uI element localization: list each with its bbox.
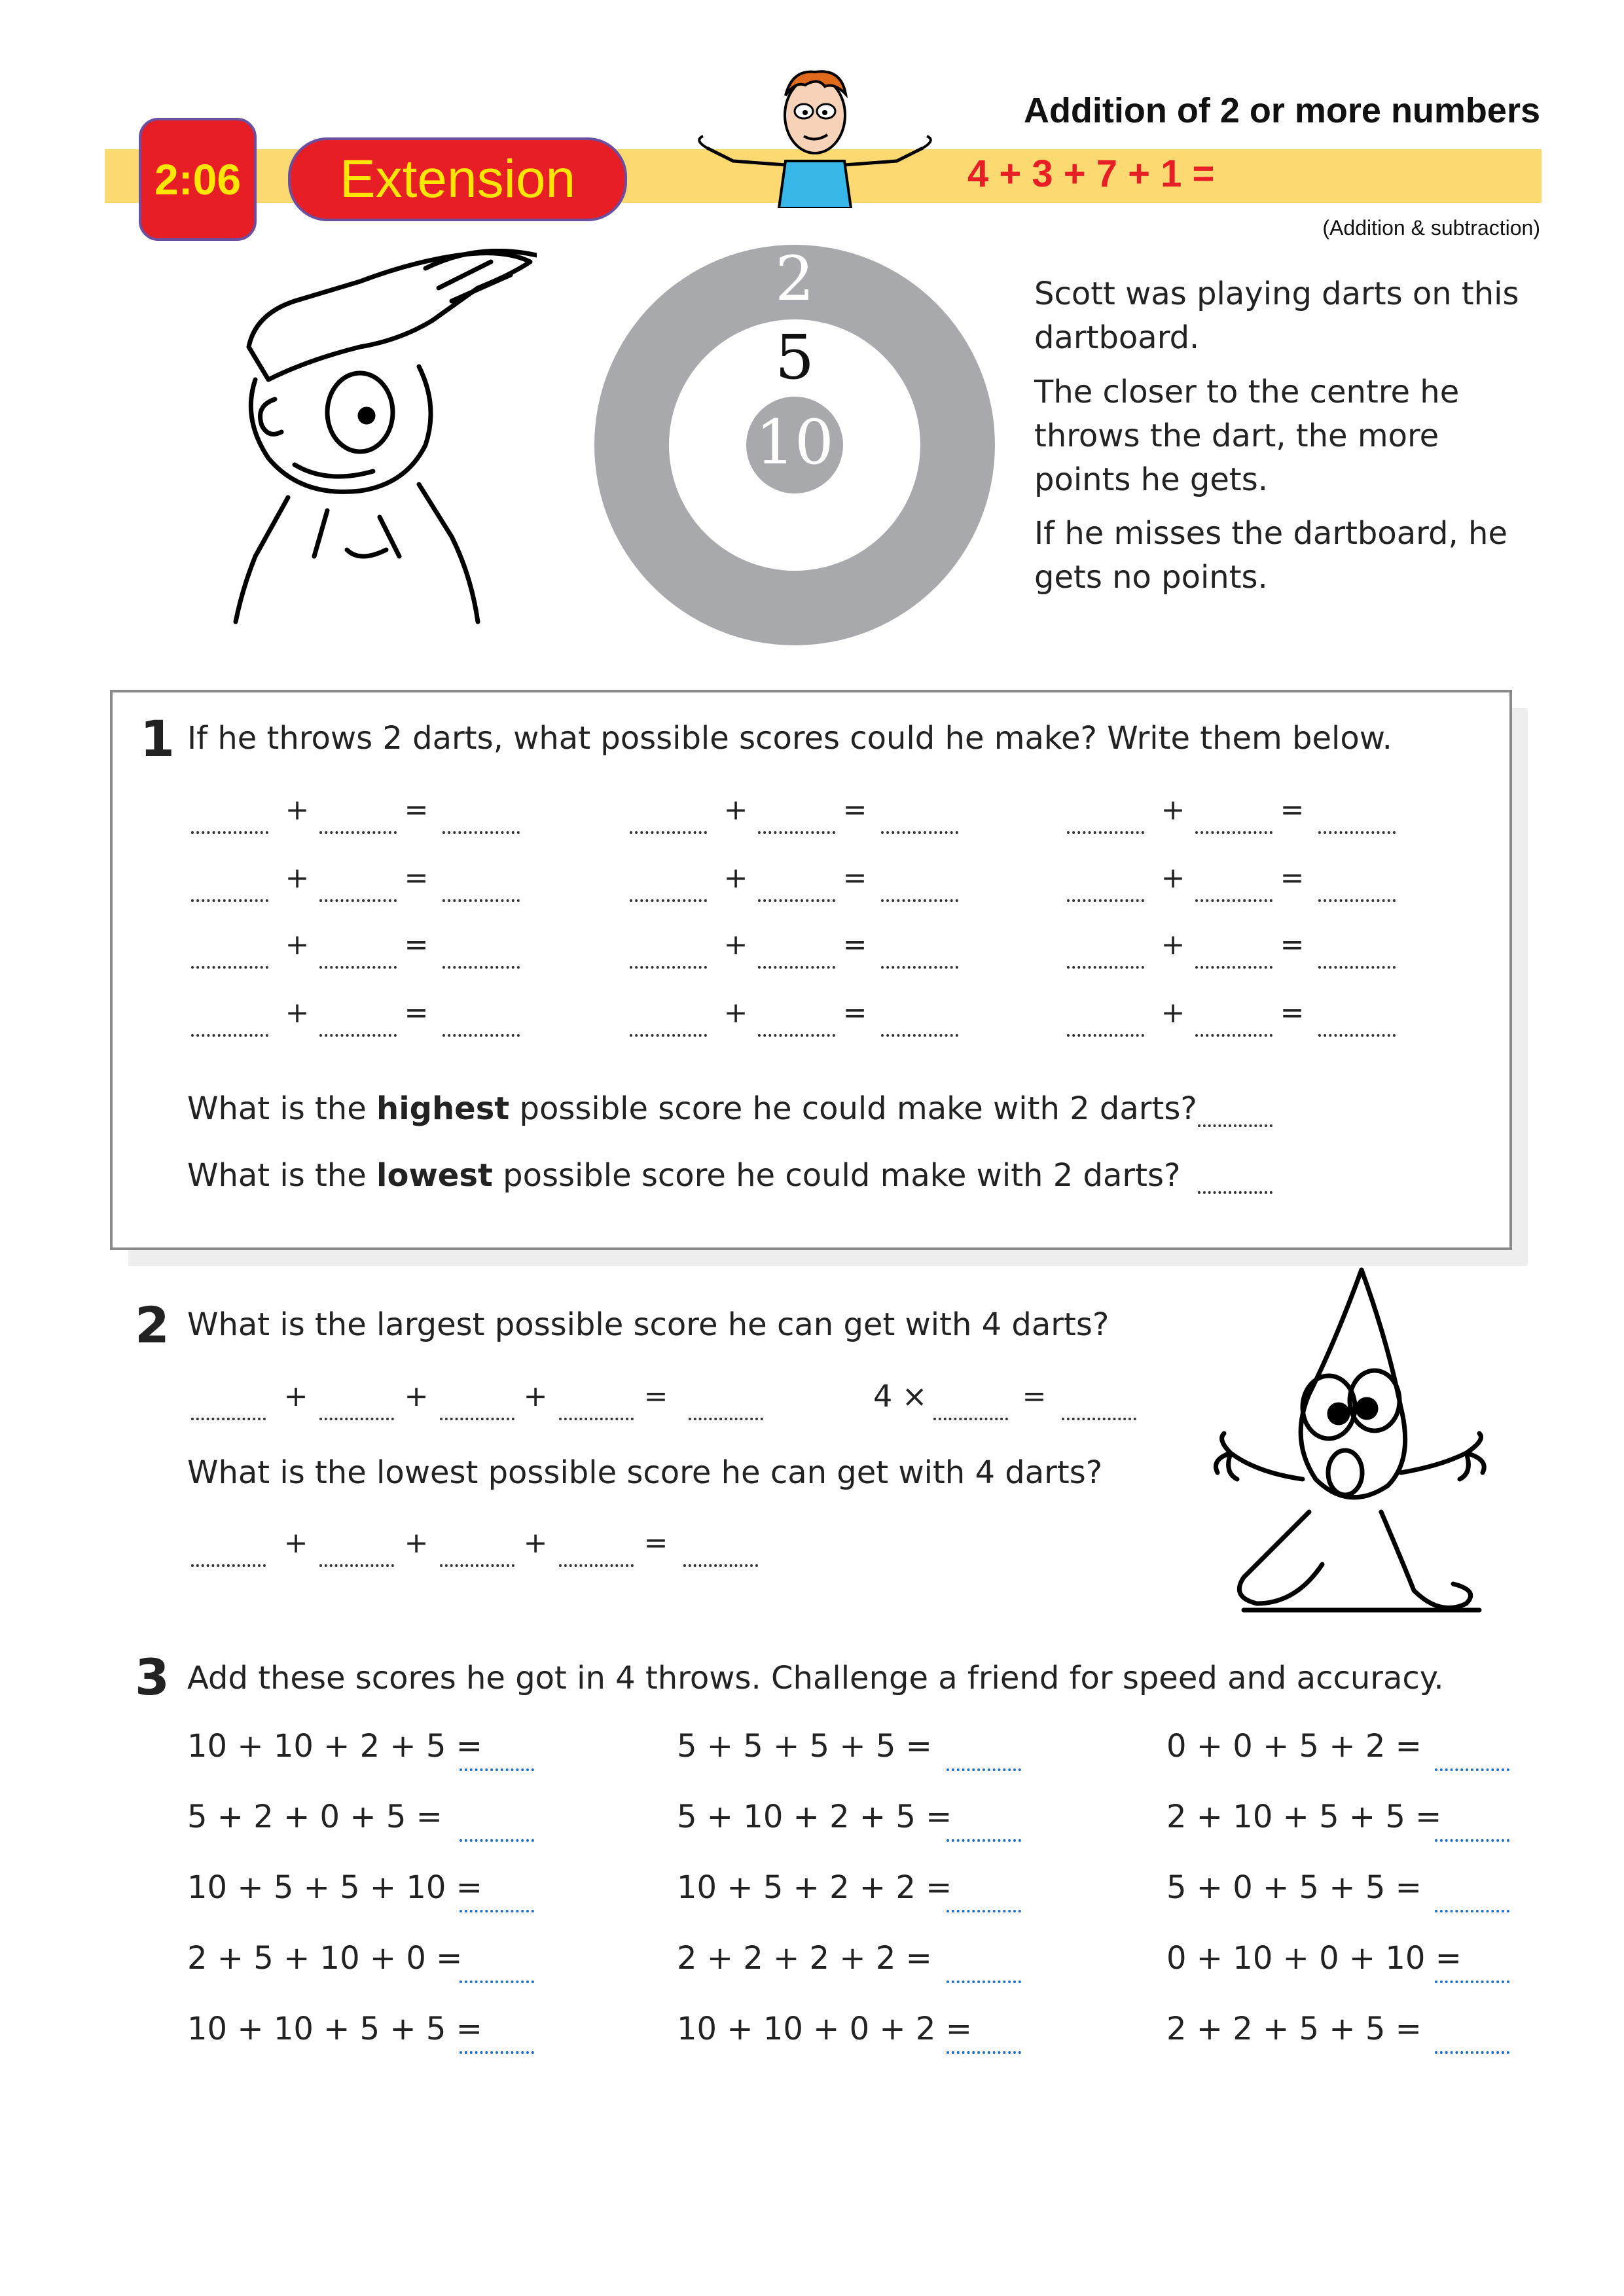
intro-paragraph-3: If he misses the dartboard, he gets no points. [1034, 515, 1507, 596]
q3-answer-field-r5-c2[interactable] [947, 2051, 1021, 2054]
intro-paragraph-2: The closer to the centre he throws the dart, the more points he gets. [1034, 374, 1460, 498]
question-1-lowest [187, 1157, 1180, 1194]
q1-row1-group1-plus-sign: + [285, 793, 310, 827]
q1-row4-group3-first-addend-field[interactable] [1067, 1034, 1144, 1037]
q1-row3-group2-first-addend-field[interactable] [630, 966, 707, 969]
q3-sum-r2-c2: 5 + 10 + 2 + 5 = [677, 1799, 952, 1835]
dartboard-inner-score: 10 [755, 407, 834, 478]
q1-row2-group3-sum-field[interactable] [1318, 899, 1396, 902]
q2-lowest-blank-2[interactable] [319, 1564, 394, 1567]
highest-after: possible score he could make with 2 darts? [509, 1090, 1197, 1127]
q2-times-label: 4 × [873, 1378, 928, 1414]
q1-row4-group2-equals-sign: = [842, 996, 867, 1030]
q3-answer-field-r2-c1[interactable] [460, 1839, 534, 1842]
q1-row3-group3-equals-sign: = [1280, 928, 1305, 961]
q3-answer-field-r3-c1[interactable] [460, 1910, 534, 1912]
q3-answer-field-r3-c2[interactable] [947, 1910, 1021, 1912]
q1-row2-group3-second-addend-field[interactable] [1195, 899, 1272, 902]
q1-row4-group1-first-addend-field[interactable] [191, 1034, 268, 1037]
q1-row3-group3-first-addend-field[interactable] [1067, 966, 1144, 969]
q3-sum-r3-c1: 10 + 5 + 5 + 10 = [187, 1869, 482, 1906]
q1-row3-group3-second-addend-field[interactable] [1195, 966, 1272, 969]
question-3-number: 3 [135, 1648, 170, 1706]
q3-answer-field-r2-c3[interactable] [1435, 1839, 1509, 1842]
q2-lowest-plus-2: + [404, 1526, 429, 1560]
q3-sum-r5-c2: 10 + 10 + 0 + 2 = [677, 2011, 972, 2047]
q2-times-equals: = [1022, 1380, 1047, 1413]
highest-before: What is the [187, 1090, 377, 1127]
question-2-prompt-largest: What is the largest possible score he can get with 4 darts? [187, 1306, 1110, 1343]
q2-times-total-field[interactable] [1062, 1418, 1136, 1420]
q1-row1-group1-sum-field[interactable] [442, 831, 520, 834]
q1-row2-group2-second-addend-field[interactable] [758, 899, 835, 902]
q3-answer-field-r4-c3[interactable] [1435, 1981, 1509, 1983]
q3-sum-r4-c2: 2 + 2 + 2 + 2 = [677, 1940, 932, 1977]
q2-largest-blank-1[interactable] [191, 1418, 266, 1420]
lowest-after: possible score he could make with 2 darts? [492, 1157, 1181, 1194]
q3-answer-field-r2-c2[interactable] [947, 1839, 1021, 1842]
question-1-number: 1 [140, 709, 175, 768]
q1-row2-group1-sum-field[interactable] [442, 899, 520, 902]
q1-row2-group3-equals-sign: = [1280, 861, 1305, 895]
q1-row1-group3-sum-field[interactable] [1318, 831, 1396, 834]
topic-example: 4 + 3 + 7 + 1 = [967, 152, 1215, 195]
q3-answer-field-r4-c1[interactable] [460, 1981, 534, 1983]
q1-row1-group3-equals-sign: = [1280, 793, 1305, 827]
question-3-prompt: Add these scores he got in 4 throws. Challenge a friend for speed and accuracy. [187, 1660, 1444, 1696]
q2-largest-plus-2: + [404, 1380, 429, 1413]
q1-row4-group1-second-addend-field[interactable] [319, 1034, 397, 1037]
surprised-creature-illustration [1204, 1263, 1492, 1630]
q1-row3-group2-equals-sign: = [842, 928, 867, 961]
dartboard-middle-score: 5 [775, 322, 814, 393]
q1-row1-group2-second-addend-field[interactable] [758, 831, 835, 834]
q3-sum-r5-c3: 2 + 2 + 5 + 5 = [1166, 2011, 1422, 2047]
q1-row2-group2-sum-field[interactable] [881, 899, 958, 902]
q2-largest-blank-2[interactable] [319, 1418, 394, 1420]
q1-row2-group1-equals-sign: = [404, 861, 429, 895]
q1-row4-group1-plus-sign: + [285, 996, 310, 1030]
q2-largest-plus-3: + [523, 1380, 548, 1413]
question-2-prompt-lowest: What is the lowest possible score he can get with 4 darts? [187, 1454, 1103, 1491]
question-1-highest [187, 1090, 1197, 1127]
boy-with-cap-illustration [229, 249, 537, 628]
q3-sum-r2-c1: 5 + 2 + 0 + 5 = [187, 1799, 442, 1835]
q1-row2-group2-equals-sign: = [842, 861, 867, 895]
q2-largest-blank-3[interactable] [440, 1418, 514, 1420]
q3-sum-r1-c2: 5 + 5 + 5 + 5 = [677, 1728, 932, 1765]
q1-row2-group1-second-addend-field[interactable] [319, 899, 397, 902]
q3-answer-field-r5-c1[interactable] [460, 2051, 534, 2054]
q2-lowest-blank-1[interactable] [191, 1564, 266, 1567]
q1-row1-group3-first-addend-field[interactable] [1067, 831, 1144, 834]
q2-times-blank[interactable] [933, 1418, 1008, 1420]
q1-row1-group1-first-addend-field[interactable] [191, 831, 268, 834]
q1-row4-group3-plus-sign: + [1161, 996, 1185, 1030]
q2-largest-blank-4[interactable] [559, 1418, 634, 1420]
q1-row4-group2-first-addend-field[interactable] [630, 1034, 707, 1037]
q1-row3-group2-plus-sign: + [723, 928, 748, 961]
q1-row3-group1-plus-sign: + [285, 928, 310, 961]
q1-row4-group1-equals-sign: = [404, 996, 429, 1030]
q1-row1-group2-first-addend-field[interactable] [630, 831, 707, 834]
q2-largest-equals: = [643, 1380, 668, 1413]
q3-answer-field-r1-c3[interactable] [1435, 1768, 1509, 1771]
q3-answer-field-r4-c2[interactable] [947, 1981, 1021, 1983]
question-2-number: 2 [135, 1296, 170, 1354]
q3-sum-r1-c3: 0 + 0 + 5 + 2 = [1166, 1728, 1422, 1765]
q3-sum-r3-c3: 5 + 0 + 5 + 5 = [1166, 1869, 1422, 1906]
question-1-prompt: If he throws 2 darts, what possible scores could he make? Write them below. [187, 720, 1392, 757]
q1-row4-group3-equals-sign: = [1280, 996, 1305, 1030]
q1-row2-group2-first-addend-field[interactable] [630, 899, 707, 902]
q1-row1-group2-sum-field[interactable] [881, 831, 958, 834]
lowest-before: What is the [187, 1157, 377, 1194]
q1-row1-group3-second-addend-field[interactable] [1195, 831, 1272, 834]
q3-answer-field-r1-c2[interactable] [947, 1768, 1021, 1771]
q3-sum-r2-c3: 2 + 10 + 5 + 5 = [1166, 1799, 1442, 1835]
q2-lowest-total-field[interactable] [683, 1564, 758, 1567]
q1-row3-group3-sum-field[interactable] [1318, 966, 1396, 969]
q2-lowest-blank-3[interactable] [440, 1564, 514, 1567]
q1-row1-group2-plus-sign: + [723, 793, 748, 827]
q2-largest-plus-1: + [283, 1380, 308, 1413]
q2-lowest-equals: = [643, 1526, 668, 1560]
q1-row1-group2-equals-sign: = [842, 793, 867, 827]
q3-sum-r3-c2: 10 + 5 + 2 + 2 = [677, 1869, 952, 1906]
q1-row3-group1-sum-field[interactable] [442, 966, 520, 969]
q1-row4-group2-sum-field[interactable] [881, 1034, 958, 1037]
q2-lowest-plus-3: + [523, 1526, 548, 1560]
section-code-badge [139, 118, 257, 241]
question-1-highest-answer-field[interactable] [1198, 1124, 1272, 1127]
q1-row4-group2-plus-sign: + [723, 996, 748, 1030]
q3-answer-field-r5-c3[interactable] [1435, 2051, 1509, 2054]
q1-row3-group2-sum-field[interactable] [881, 966, 958, 969]
q2-largest-total-field[interactable] [689, 1418, 763, 1420]
q1-row3-group1-second-addend-field[interactable] [319, 966, 397, 969]
q1-row3-group1-first-addend-field[interactable] [191, 966, 268, 969]
q3-answer-field-r3-c3[interactable] [1435, 1910, 1509, 1912]
highest-word: highest [376, 1090, 510, 1127]
q1-row4-group3-second-addend-field[interactable] [1195, 1034, 1272, 1037]
q1-row4-group3-sum-field[interactable] [1318, 1034, 1396, 1037]
q1-row1-group1-second-addend-field[interactable] [319, 831, 397, 834]
q3-sum-r1-c1: 10 + 10 + 2 + 5 = [187, 1728, 482, 1765]
q1-row3-group3-plus-sign: + [1161, 928, 1185, 961]
q3-answer-field-r1-c1[interactable] [460, 1768, 534, 1771]
shrugging-boy-illustration [694, 63, 936, 208]
section-code: 2:06 [154, 155, 242, 204]
q1-row4-group2-second-addend-field[interactable] [758, 1034, 835, 1037]
q3-sum-r4-c3: 0 + 10 + 0 + 10 = [1166, 1940, 1462, 1977]
q1-row2-group1-first-addend-field[interactable] [191, 899, 268, 902]
q1-row1-group3-plus-sign: + [1161, 793, 1185, 827]
extension-label-pill [288, 137, 627, 221]
topic-strand: (Addition & subtraction) [1322, 216, 1540, 240]
q2-lowest-plus-1: + [283, 1526, 308, 1560]
topic-title: Addition of 2 or more numbers [1023, 91, 1540, 130]
q1-row2-group2-plus-sign: + [723, 861, 748, 895]
extension-label: Extension [339, 149, 576, 209]
q1-row2-group3-plus-sign: + [1161, 861, 1185, 895]
q1-row2-group1-plus-sign: + [285, 861, 310, 895]
q2-lowest-blank-4[interactable] [559, 1564, 634, 1567]
q1-row3-group1-equals-sign: = [404, 928, 429, 961]
q3-sum-r4-c1: 2 + 5 + 10 + 0 = [187, 1940, 463, 1977]
q1-row3-group2-second-addend-field[interactable] [758, 966, 835, 969]
q1-row4-group1-sum-field[interactable] [442, 1034, 520, 1037]
q1-row2-group3-first-addend-field[interactable] [1067, 899, 1144, 902]
q1-row1-group1-equals-sign: = [404, 793, 429, 827]
q3-sum-r5-c1: 10 + 10 + 5 + 5 = [187, 2011, 482, 2047]
intro-paragraph-1: Scott was playing darts on this dartboard. [1034, 276, 1519, 356]
lowest-word: lowest [376, 1157, 493, 1194]
dartboard-outer-score: 2 [775, 243, 814, 315]
question-1-lowest-answer-field[interactable] [1198, 1191, 1272, 1194]
